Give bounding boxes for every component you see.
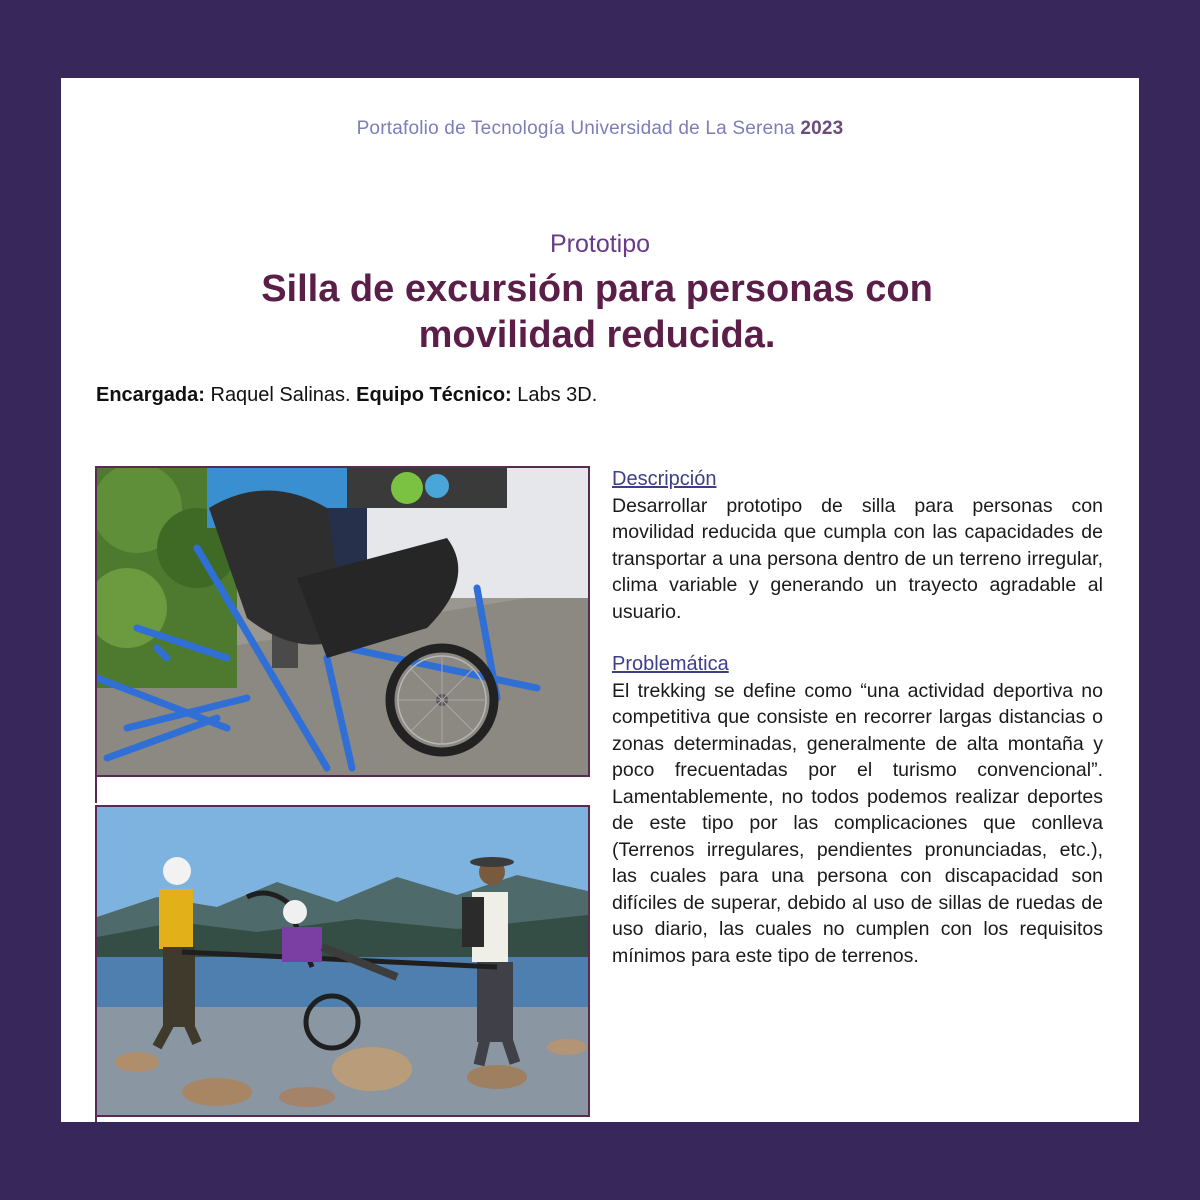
chair-prototype-illustration (97, 468, 588, 775)
lake-crossing-illustration (97, 807, 588, 1115)
document-page (61, 78, 1139, 1122)
prototype-kicker: Prototipo (549, 230, 651, 258)
portfolio-header (61, 118, 1139, 140)
lead-label: Encargada: (96, 384, 205, 406)
header-text: Portafolio de Tecnología Universidad de La Serena (356, 118, 795, 139)
section-spacer (612, 625, 1103, 651)
description-heading: Descripción (612, 468, 717, 490)
team-label: Equipo Técnico: (356, 384, 512, 406)
lake-crossing-photo (95, 805, 590, 1117)
description-body: Desarrollar prototipo de silla para personas con movilidad reducida que cumpla con las capacidades de transportar a una persona dentro de un terreno irregular, clima variable y generando un trayecto agradable al usuario. (612, 494, 1103, 623)
text-column (612, 466, 1103, 969)
page-title: Silla de excursión para personas con movilidad reducida. (261, 268, 933, 356)
photo-divider (95, 775, 97, 803)
problem-heading: Problemática (612, 653, 729, 675)
chair-prototype-photo (95, 466, 590, 777)
header-year: 2023 (800, 118, 844, 139)
problem-body: El trekking se define como “una actividad deportiva no competitiva que consiste en recorrer largas distancias o zonas determinadas, generalmente de alta montaña y poco frecuentadas por el turismo convencional”. Lamentablemente, no todos podemos realizar deportes de este tipo por las complicaciones que conlleva (Terrenos irregulares, pendientes pronunciadas, etc.), las cuales para una persona con discapacidad son difíciles de superar, debido al uso de sillas de ruedas de uso diario, las cuales no cumplen con los requisitos mínimos para este tipo de terrenos. (612, 679, 1103, 967)
team-value: Labs 3D. (511, 384, 598, 406)
lead-value: Raquel Salinas. (204, 384, 357, 406)
photo-bottom-rule (95, 1115, 97, 1122)
credits-line (96, 384, 597, 407)
